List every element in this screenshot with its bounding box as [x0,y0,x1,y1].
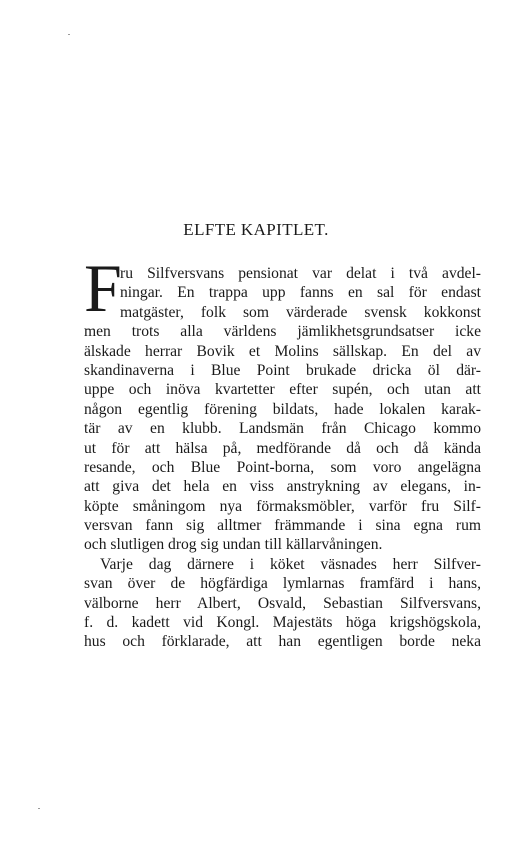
text-line: älskade herrar Bovik et Molins sällskap. En del av [84,342,481,360]
text-line: köpte småningom nya förmaksmöbler, varför fru Silf- [84,497,481,515]
text-line: Varje dag därnere i köket väsnades herr Silfver- [100,555,481,573]
text-line: hus och förklarade, att han egentligen borde neka [84,633,481,651]
text-line: ut för att hälsa på, medförande då och då kända [84,439,481,457]
text-line: uppe och inöva kvartetter efter supén, och utan att [84,381,481,399]
chapter-title: ELFTE KAPITLET. [183,220,329,239]
chapter-body [84,264,481,652]
paper-speck [68,34,70,35]
text-line: ru Silfversvans pensionat var delat i två avdel- [120,265,481,282]
paper-speck [38,808,40,809]
text-line: tär av en klubb. Landsmän från Chicago kommo [84,420,481,438]
text-line: men trots alla världens jämlikhetsgrundsatser icke [84,323,481,341]
text-line: välborne herr Albert, Osvald, Sebastian Silfversvans, [84,594,481,612]
text-line: ningar. En trappa upp fanns en sal för endast [120,284,481,302]
drop-cap: F [84,250,122,326]
text-line: och slutligen drog sig undan till källarvåningen. [84,536,383,554]
text-line: svan över de högfärdiga lymlarnas framfärd i hans, [84,575,481,593]
text-line: versvan fann sig alltmer främmande i sina egna rum [84,517,481,535]
text-line: matgäster, folk som värderade svensk kokkonst [120,303,481,321]
text-line: någon egentlig förening bildats, hade lokalen karak- [84,400,481,418]
text-line: f. d. kadett vid Kongl. Majestäts höga krigshögskola, [84,614,481,632]
text-line: resande, och Blue Point-borna, som voro angelägna [84,458,481,476]
text-line: att giva det hela en viss anstrykning av elegans, in- [84,478,481,496]
text-line: skandinaverna i Blue Point brukade dricka öl där- [84,361,481,379]
